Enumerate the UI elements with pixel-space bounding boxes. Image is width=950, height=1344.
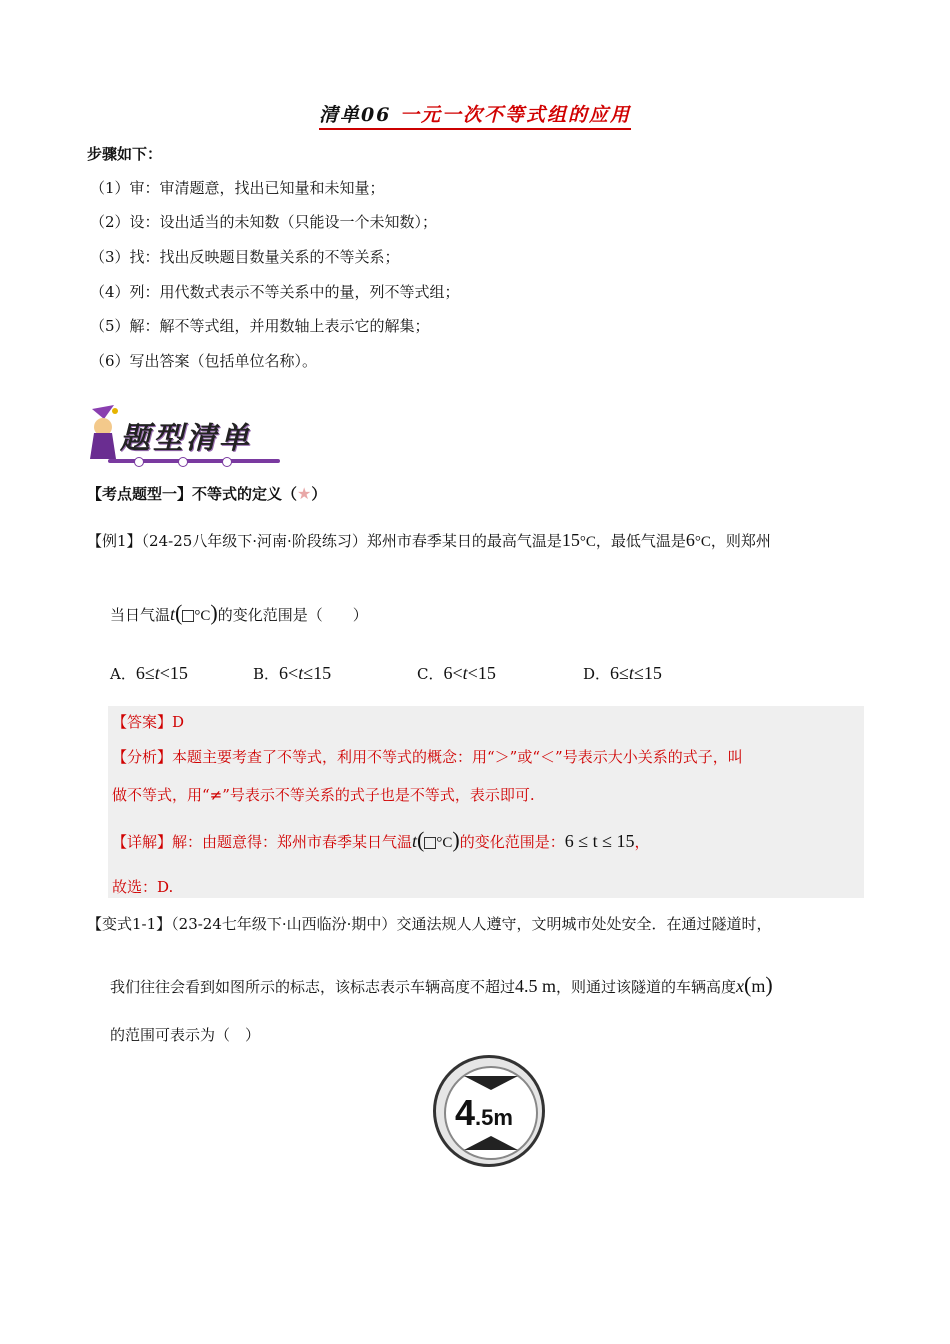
option-b[interactable]: B．6<t≤15: [253, 663, 332, 683]
variant-line-3: 的范围可表示为（ ）: [110, 1026, 261, 1044]
step-item: （6）写出答案（包括单位名称）。: [90, 352, 318, 370]
analysis-line-1: 【分析】本题主要考查了不等式，利用不等式的概念：用“＞”或“＜”号表示大小关系的式子，叫: [112, 748, 743, 766]
banner-dot: [134, 457, 144, 467]
variant-tag: 【变式1-1】: [87, 915, 172, 933]
sign-inner-circle: [444, 1066, 538, 1160]
step-item: （2）设：设出适当的未知数（只能设一个未知数）；: [90, 213, 438, 231]
answer-panel: [108, 706, 864, 898]
banner-dot: [222, 457, 232, 467]
option-c[interactable]: C．6<t<15: [417, 663, 496, 683]
banner-title: 题型清单: [120, 421, 252, 456]
placeholder-box: [424, 837, 436, 849]
banner-dot: [178, 457, 188, 467]
step-item: （5）解：解不等式组，并用数轴上表示它的解集；: [90, 317, 430, 335]
variant-line-2: 我们往往会看到如图所示的标志，该标志表示车辆高度不超过4.5 m，则通过该隧道的车辆高度x(m): [110, 972, 773, 997]
example-tag: 【例1】: [87, 532, 142, 550]
step-item: （1）审：审清题意，找出已知量和未知量；: [90, 179, 385, 197]
step-item: （3）找：找出反映题目数量关系的不等关系；: [90, 248, 400, 266]
height-limit-sign: [433, 1055, 545, 1167]
example-source: （24-25八年级下·河南·阶段练习）: [141, 532, 367, 550]
variant-line-1: 【变式1-1】（23-24七年级下·山西临汾·期中）交通法规人人遵守，文明城市处处安全．在通过隧道时，: [87, 915, 772, 933]
section-banner: [88, 403, 288, 469]
analysis-line-2: 做不等式，用“≠”号表示不等关系的式子也是不等式，表示即可.: [112, 786, 535, 804]
option-d[interactable]: D．6≤t≤15: [583, 663, 662, 683]
page-title: 清单06 一元一次不等式组的应用: [0, 100, 950, 127]
answer-line: 【答案】D: [112, 713, 185, 731]
placeholder-box: [182, 610, 194, 622]
wizard-icon: [88, 403, 122, 463]
variant-source: （23-24七年级下·山西临汾·期中）: [171, 915, 397, 933]
example-1-line-1: 【例1】（24-25八年级下·河南·阶段练习）郑州市春季某日的最高气温是15°C，最低气温是6°C，则郑州: [87, 530, 771, 550]
detail-line: 【详解】解：由题意得：郑州市春季某日气温t( °C)的变化范围是：6 ≤ t ≤ 15，: [112, 827, 650, 852]
example-1-line-2: 当日气温t( °C)的变化范围是（ ）: [110, 600, 368, 625]
steps-heading: 步骤如下：: [87, 145, 163, 163]
star-icon: ★: [297, 484, 312, 503]
sign-label: 4.5m: [455, 1092, 513, 1133]
option-a[interactable]: A．6≤t<15: [110, 663, 188, 683]
choose-line: 故选：D.: [112, 878, 174, 896]
section-heading: 【考点题型一】不等式的定义（★）: [87, 484, 327, 503]
step-item: （4）列：用代数式表示不等关系中的量，列不等式组；: [90, 283, 460, 301]
